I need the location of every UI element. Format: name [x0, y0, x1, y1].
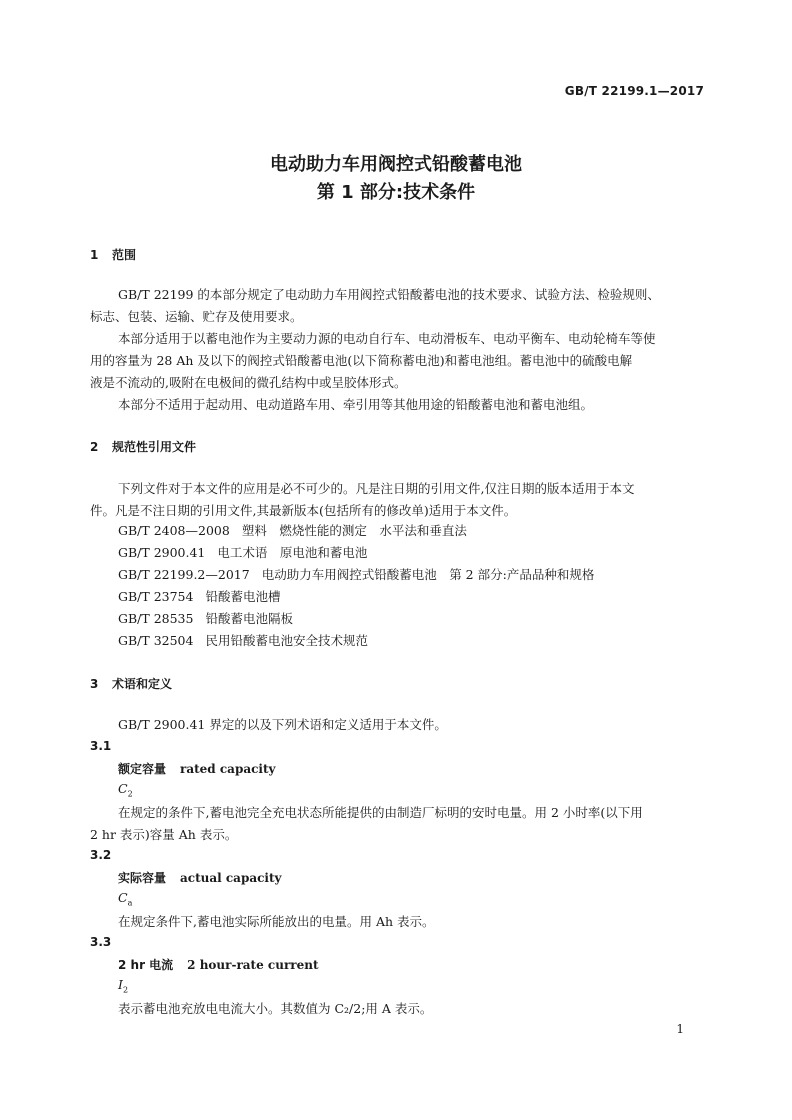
term-english: actual capacity [180, 871, 282, 885]
paragraph-line: 表示蓄电池充放电电流大小。其数值为 C₂/2;用 A 表示。 [118, 1001, 433, 1016]
term-chinese: 2 hr 电流 [118, 958, 174, 972]
document-title-line2: 第 1 部分:技术条件 [316, 182, 476, 203]
section-1-heading [90, 246, 136, 263]
reference-code: GB/T 23754 [118, 589, 194, 604]
reference-code: GB/T 28535 [118, 611, 194, 626]
definition-term [118, 869, 282, 886]
definition-number: 3.1 [90, 739, 112, 753]
term-english: rated capacity [180, 762, 276, 776]
section-title: 术语和定义 [112, 677, 173, 691]
paragraph-line: GB/T 22199 的本部分规定了电动助力车用阀控式铅酸蓄电池的技术要求、试验方法、检验规则、 [118, 287, 660, 302]
symbol-subscript: a [127, 898, 133, 908]
reference-code: GB/T 2408—2008 [118, 523, 230, 538]
symbol-letter: I [118, 977, 123, 992]
reference-title: 铅酸蓄电池槽 [205, 589, 281, 604]
definition-symbol [118, 977, 128, 995]
symbol-letter: C [118, 781, 128, 796]
section-title: 规范性引用文件 [112, 440, 197, 454]
reference-code: GB/T 2900.41 [118, 545, 206, 560]
reference-code: GB/T 22199.2—2017 [118, 567, 250, 582]
definition-symbol [118, 781, 133, 799]
definition-number: 3.3 [90, 935, 112, 949]
reference-title: 民用铅酸蓄电池安全技术规范 [205, 633, 368, 648]
paragraph-line: 在规定条件下,蓄电池实际所能放出的电量。用 Ah 表示。 [118, 914, 435, 929]
symbol-subscript: 2 [127, 789, 133, 799]
document-title-line1: 电动助力车用阀控式铅酸蓄电池 [270, 154, 522, 175]
paragraph-line: 液是不流动的,吸附在电极间的微孔结构中或呈胶体形式。 [90, 375, 407, 390]
paragraph-line: 件。凡是不注日期的引用文件,其最新版本(包括所有的修改单)适用于本文件。 [90, 503, 517, 518]
paragraph-line: GB/T 2900.41 界定的以及下列术语和定义适用于本文件。 [118, 717, 447, 732]
reference-title: 塑料 燃烧性能的测定 水平法和垂直法 [241, 523, 467, 538]
paragraph-line: 标志、包装、运输、贮存及使用要求。 [90, 309, 303, 324]
term-chinese: 额定容量 [118, 762, 167, 776]
symbol-letter: C [118, 890, 128, 905]
section-3-heading [90, 675, 172, 692]
section-number: 2 [90, 440, 99, 454]
paragraph-line: 2 hr 表示)容量 Ah 表示。 [90, 827, 238, 842]
reference-item [118, 586, 280, 608]
term-english: 2 hour-rate current [187, 958, 319, 972]
reference-item [118, 608, 293, 630]
reference-item [118, 520, 467, 542]
definition-term [118, 760, 276, 777]
section-number: 1 [90, 248, 99, 262]
paragraph-line: 本部分适用于以蓄电池作为主要动力源的电动自行车、电动滑板车、电动平衡车、电动轮椅车等使 [118, 331, 656, 346]
standard-code: GB/T 22199.1—2017 [564, 84, 704, 98]
reference-title: 电工术语 原电池和蓄电池 [217, 545, 368, 560]
page-number: 1 [676, 1022, 684, 1036]
paragraph-line: 下列文件对于本文件的应用是必不可少的。凡是注日期的引用文件,仅注日期的版本适用于本文 [118, 481, 635, 496]
definition-symbol [118, 890, 132, 908]
reference-item [118, 564, 594, 586]
reference-item [118, 542, 367, 564]
section-title: 范围 [112, 248, 137, 262]
reference-title: 铅酸蓄电池隔板 [205, 611, 293, 626]
definition-number: 3.2 [90, 848, 112, 862]
symbol-subscript: 2 [122, 985, 129, 995]
paragraph-line: 在规定的条件下,蓄电池完全充电状态所能提供的由制造厂标明的安时电量。用 2 小时率(以下用 [118, 805, 643, 820]
reference-code: GB/T 32504 [118, 633, 194, 648]
definition-term [118, 956, 319, 973]
paragraph-line: 本部分不适用于起动用、电动道路车用、牵引用等其他用途的铅酸蓄电池和蓄电池组。 [118, 397, 594, 412]
reference-item [118, 630, 368, 652]
paragraph-line: 用的容量为 28 Ah 及以下的阀控式铅酸蓄电池(以下简称蓄电池)和蓄电池组。蓄电池中的硫酸电解 [90, 353, 633, 368]
term-chinese: 实际容量 [118, 871, 167, 885]
section-number: 3 [90, 677, 99, 691]
section-2-heading [90, 438, 196, 455]
reference-title: 电动助力车用阀控式铅酸蓄电池 第 2 部分:产品品种和规格 [261, 567, 595, 582]
